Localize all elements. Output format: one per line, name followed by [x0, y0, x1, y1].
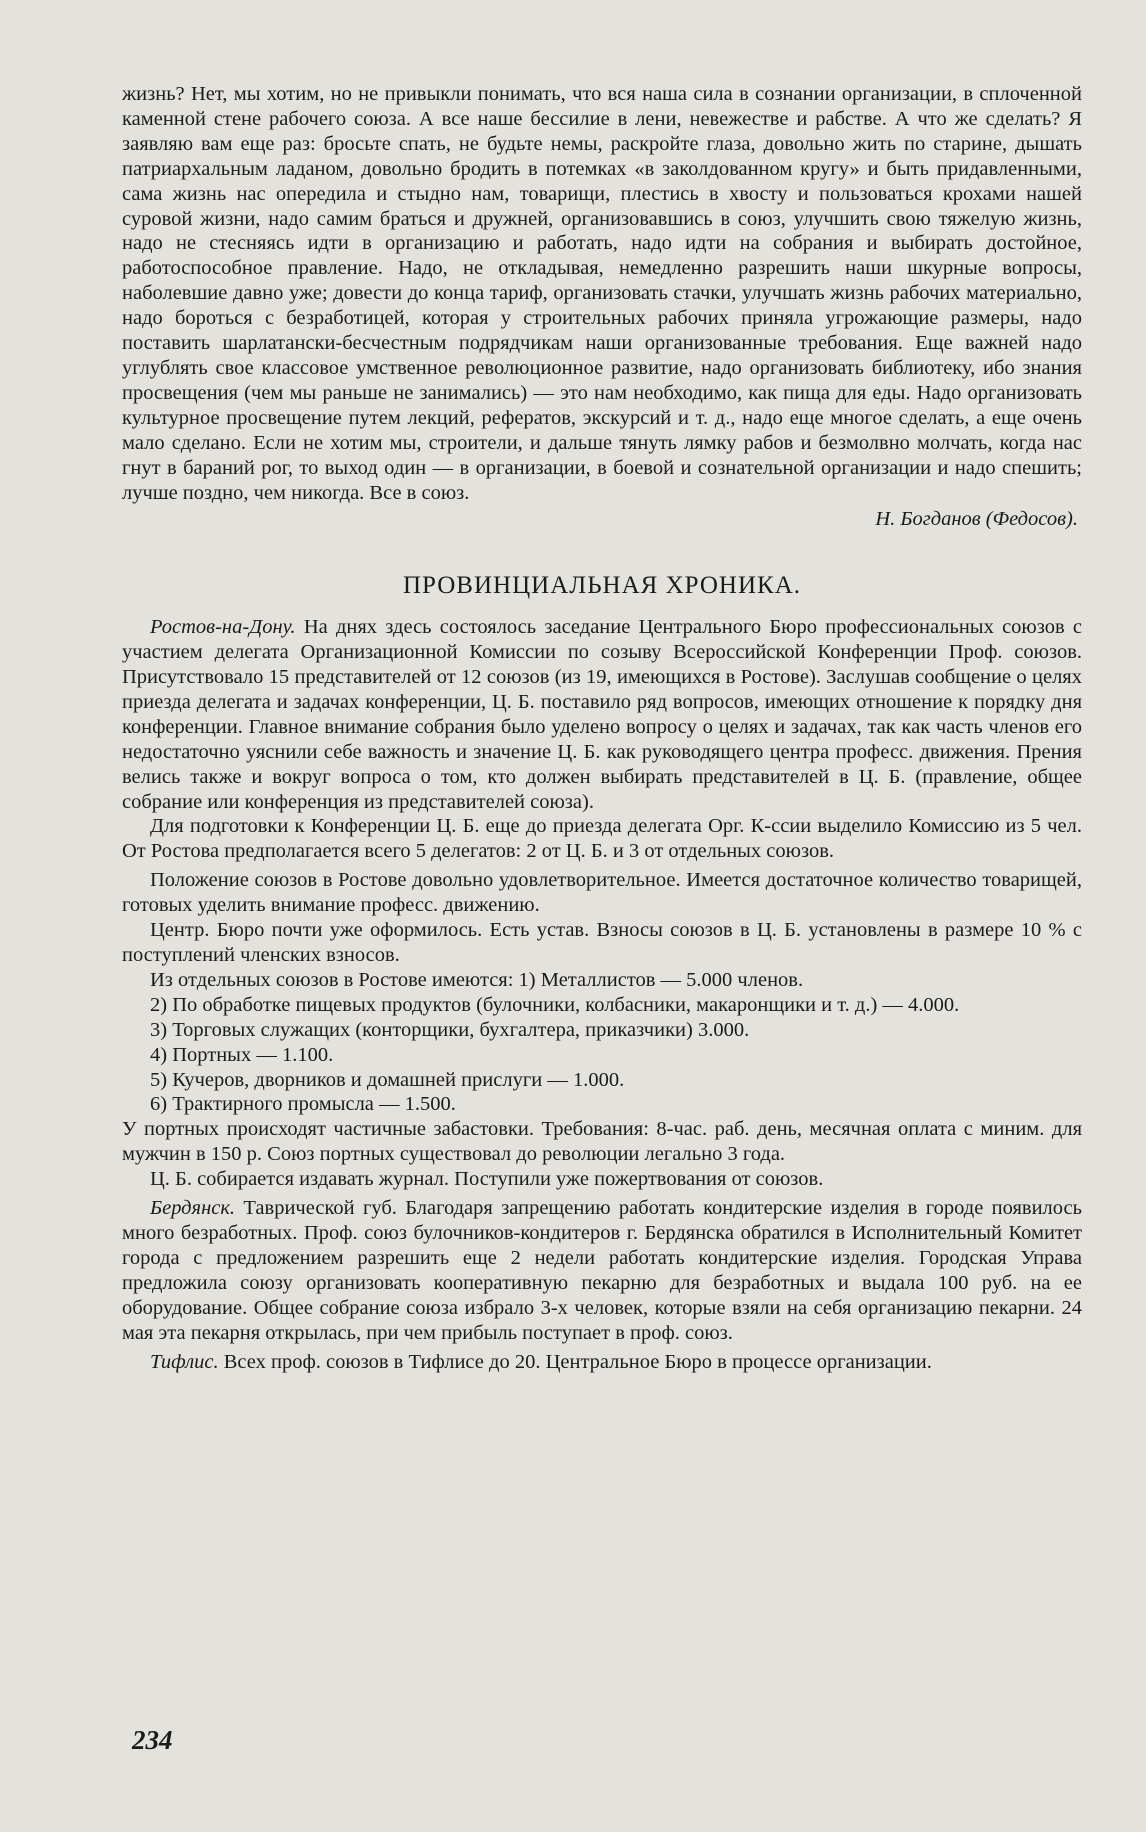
rostov-paragraph-4: Центр. Бюро почти уже оформилось. Есть устав. Взносы союзов в Ц. Б. установлены в размере 10 % с поступлений членских взносов. — [122, 919, 1082, 966]
page-number: 234 — [132, 1725, 173, 1755]
place-name-tiflis: Тифлис. — [150, 1350, 219, 1373]
place-name-berdyansk: Бердянск. — [150, 1197, 236, 1220]
rostov-list-intro: Из отдельных союзов в Ростове имеются: 1) Металлистов — 5.000 членов. — [150, 968, 804, 991]
rostov-list-item: 5) Кучеров, дворников и домашней прислуги — 1.000. — [150, 1068, 625, 1091]
rostov-list-item: 4) Портных — 1.100. — [150, 1043, 334, 1066]
rostov-paragraph-1 — [122, 615, 1082, 814]
berdyansk-paragraph — [122, 1196, 1082, 1345]
article-signature: Н. Богданов (Федосов). — [875, 508, 1078, 531]
place-name-rostov: Ростов-на-Дону. — [150, 616, 296, 639]
rostov-paragraph-6: Ц. Б. собирается издавать журнал. Поступили уже пожертвования от союзов. — [150, 1168, 824, 1191]
section-heading: ПРОВИНЦИАЛЬНАЯ ХРОНИКА. — [402, 572, 801, 600]
article-paragraph: жизнь? Нет, мы хотим, но не привыкли понимать, что вся наша сила в сознании организации, в сплоченной каменной стене рабочего союза. А все наше бессилие в лени, невежестве и рабстве. А что же сделать? Я заявляю вам еще раз: бросьте спать, не будьте немы, раскройте глаза, довольно жить по старине, дышать патриархальным ладаном, довольно бродить в потемках «в заколдованном кругу» и быть придавленными, сама жизнь нас опередила и стыдно нам, товарищи, плестись в хвосту и пользоваться крохами нашей суровой жизни, надо самим браться и дружней, организовавшись в союз, улучшить свою тяжелую жизнь, надо не стесняясь идти в организацию и работать, надо идти на собрания и выбирать достойное, работоспособное правление. Надо, не откладывая, немедленно разрешить наши шкурные вопросы, наболевшие давно уже; довести до конца тариф, организовать стачки, улучшать жизнь рабочих материально, надо бороться с безработицей, которая у строительных рабочих приняла угрожающие размеры, надо поставить шарлатански-бесчестным подрядчикам наши организованные требования. Еще важней надо углублять свое классовое умственное революционное развитие, надо организовать библиотеку, ибо знания просвещения (чем мы раньше не занимались) — это нам необходимо, как пища для еды. Надо организовать культурное просвещение путем лекций, рефератов, экскурсий и т. д., надо еще многое сделать, а еще очень мало сделано. Если не хотим мы, строители, и дальше тянуть лямку рабов и безмолвно молчать, когда нас гнут в бараний рог, то выход один — в организации, в боевой и сознательной организации и надо спешить; лучше поздно, чем никогда. Все в союз. — [122, 83, 1082, 504]
tiflis-paragraph — [122, 1350, 1082, 1375]
tiflis-text: Всех проф. союзов в Тифлисе до 20. Центральное Бюро в процессе организации. — [218, 1350, 932, 1373]
berdyansk-text: Таврической губ. Благодаря запрещению работать кондитерские изделия в городе появилось много безработных. Проф. союз булочников-кондитеров г. Бердянска обратился в Исполнительный Комитет города с предложением разрешить еще 2 недели работать кондитерские изделия. Городская Управа предложила союзу организовать кооперативную пекарню для безработных и выдала 100 руб. на ее оборудование. Общее собрание союза избрало 3-х человек, которые взяли на себя организацию пекарни. 24 мая эта пекарня открылась, при чем прибыль поступает в проф. союз. — [122, 1197, 1082, 1344]
rostov-paragraph-2: Для подготовки к Конференции Ц. Б. еще до приезда делегата Орг. К-ссии выделило Комиссию из 5 чел. От Ростова предполагается всего 5 делегатов: 2 от Ц. Б. и 3 от отдельных союзов. — [122, 815, 1082, 863]
rostov-paragraph-3: Положение союзов в Ростове довольно удовлетворительное. Имеется достаточное количество товарищей, готовых уделить внимание професс. движению. — [122, 869, 1082, 917]
rostov-text-1: На днях здесь состоялось заседание Центрального Бюро профессиональных союзов с участием делегата Организационной Комиссии по созыву Всероссийской Конференции Проф. союзов. Присутствовало 15 представителей от 12 союзов (из 19, имеющихся в Ростове). Заслушав сообщение о целях приезда делегата и задачах конференции, Ц. Б. поставило ряд вопросов, имеющих отношение к порядку дня конференции. Главное внимание собрания было уделено вопросу о целях и задачах, так как часть членов его недостаточно уяснили себе важность и значение Ц. Б. как руководящего центра професс. движения. Прения велись также и вокруг вопроса о том, кто должен выбирать представителей в Ц. Б. (правление, общее собрание или конференция из представителей союза). — [122, 616, 1082, 813]
rostov-paragraph-5: У портных происходят частичные забастовки. Требования: 8-час. раб. день, месячная оплата с миним. для мужчин в 150 р. Союз портных существовал до революции легально 3 года. — [122, 1118, 1082, 1166]
page-text — [122, 82, 1082, 1374]
rostov-list-item: 3) Торговых служащих (конторщики, бухгалтера, приказчики) 3.000. — [150, 1018, 750, 1041]
rostov-list-item: 2) По обработке пищевых продуктов (булочники, колбасники, макаронщики и т. д.) — 4.000. — [150, 993, 960, 1016]
rostov-list-item: 6) Трактирного промысла — 1.500. — [150, 1093, 456, 1116]
